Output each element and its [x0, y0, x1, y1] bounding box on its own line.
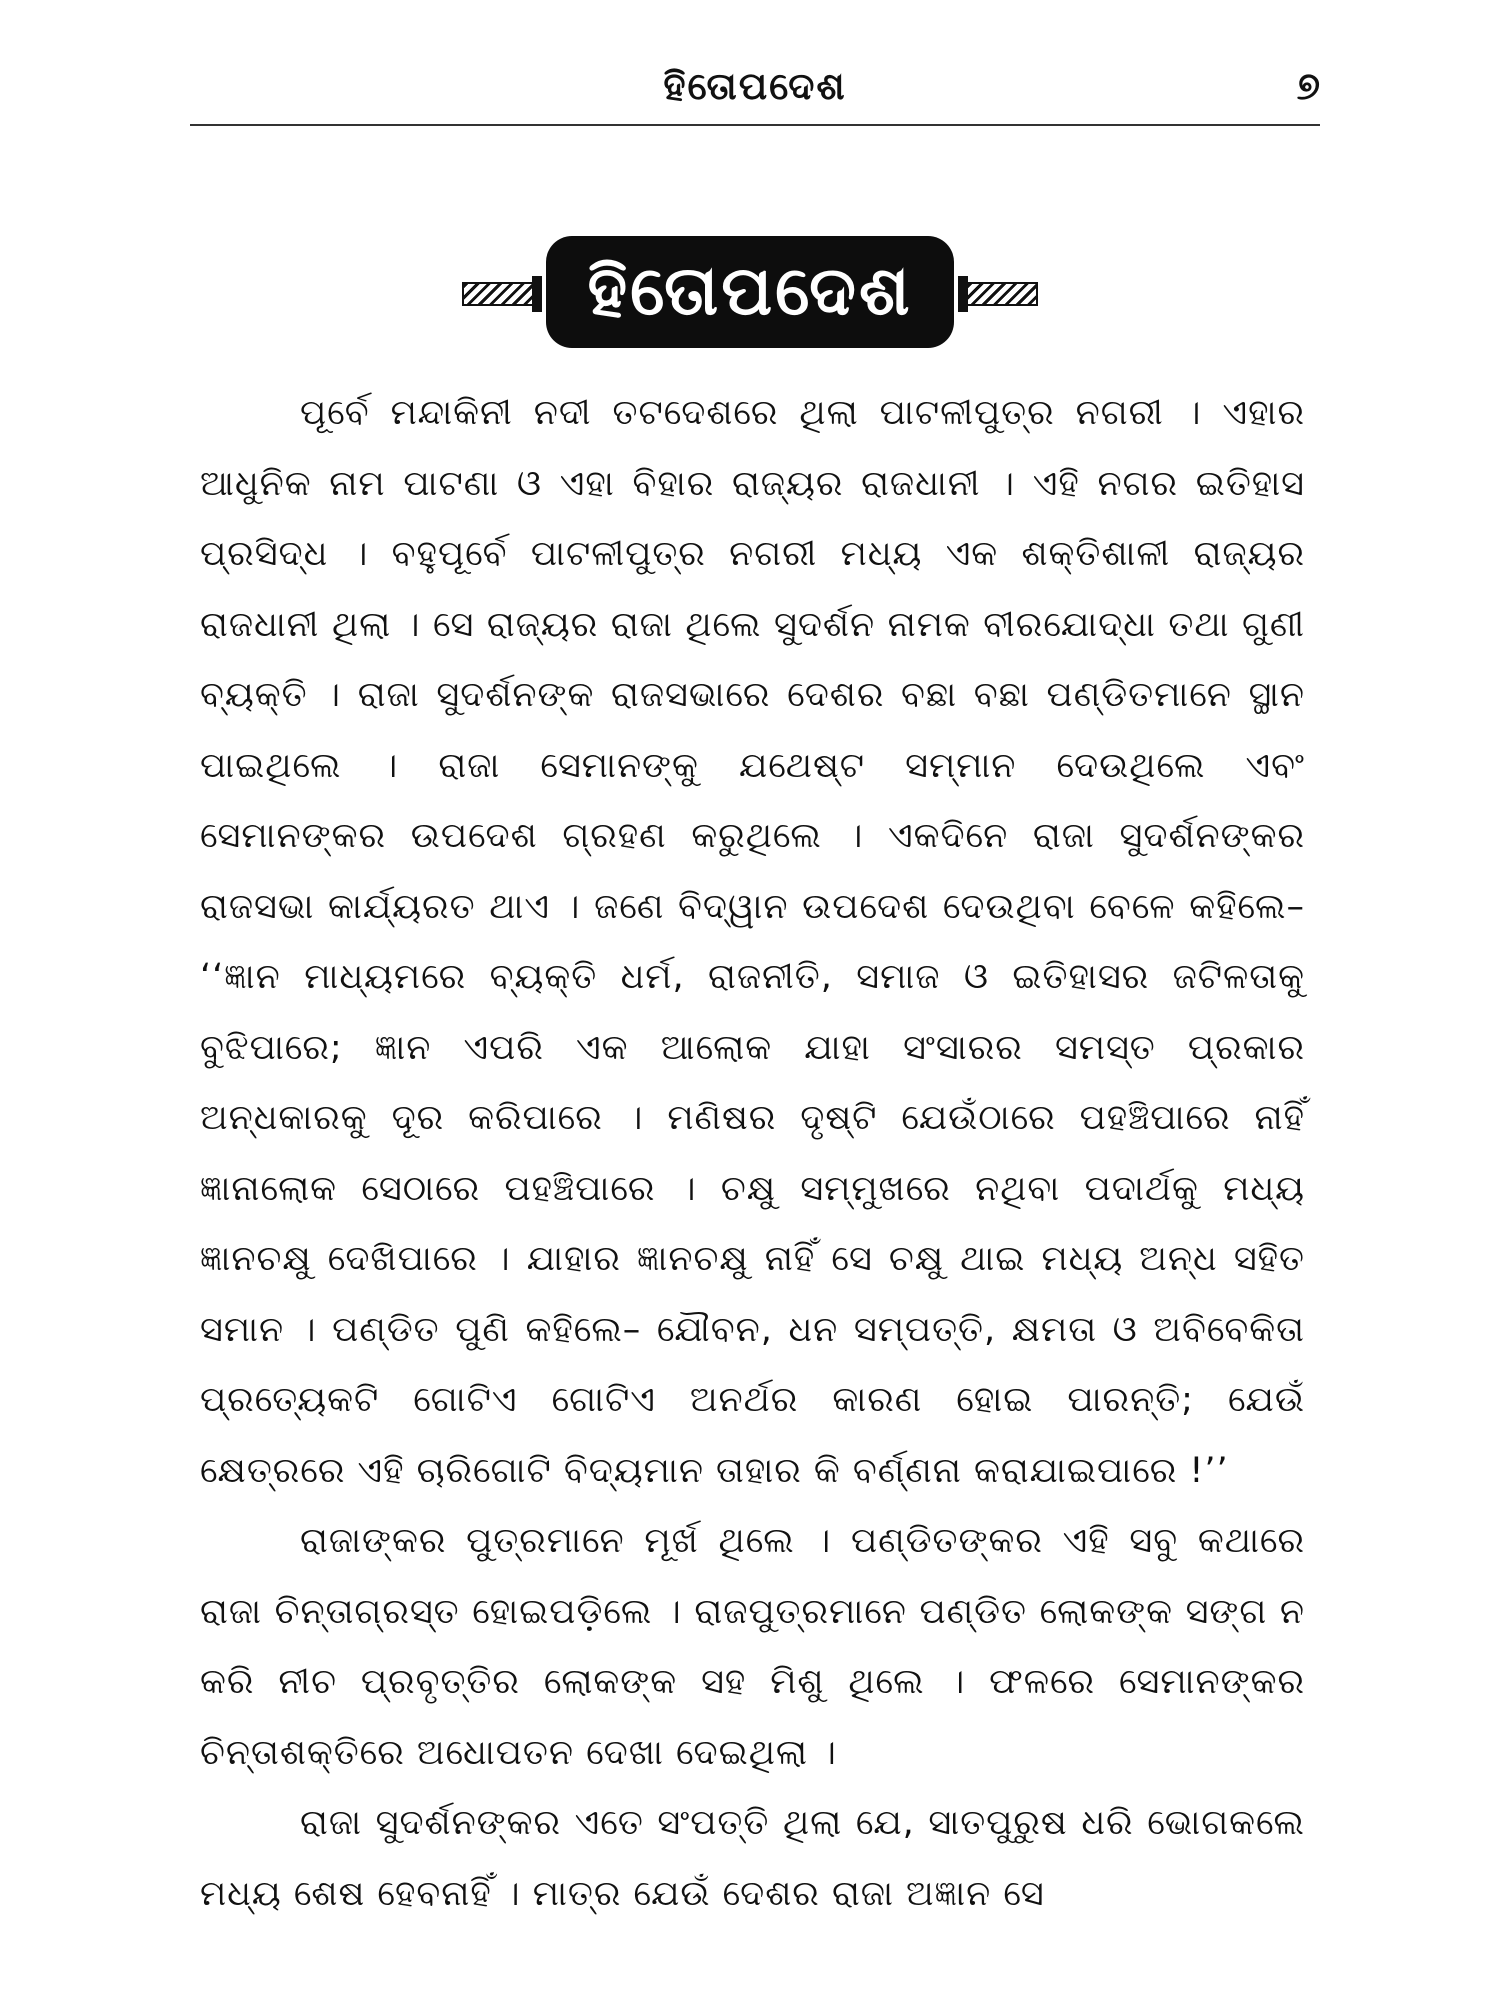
chapter-title-box: [546, 236, 954, 348]
chapter-title: ହିତୋପଦେଶ: [587, 252, 913, 331]
paragraph-2: ରାଜାଙ୍କର ପୁତ୍ରମାନେ ମୂର୍ଖ ଥିଲେ । ପଣ୍ଡିତଙ୍କର ଏହି ସବୁ କଥାରେ ରାଜା ଚିନ୍ତାଗ୍ରସ୍ତ ହୋଇପଡ଼ିଲେ । ରାଜପୁତ୍ରମାନେ ପଣ୍ଡିତ ଲୋକଙ୍କ ସଙ୍ଗ ନ କରି ନୀଚ ପ୍ରବୃତ୍ତିର ଲୋକଙ୍କ ସହ ମିଶୁ ଥିଲେ । ଫଳରେ ସେମାନଙ୍କର ଚିନ୍ତାଶକ୍ତିରେ ଅଧୋପତନ ଦେଖା ଦେଇଥିଲା ।: [200, 1521, 1305, 1773]
paragraph-1: ପୂର୍ବେ ମନ୍ଦାକିନୀ ନଦୀ ତଟଦେଶରେ ଥିଲା ପାଟଳୀପୁତ୍ର ନଗରୀ । ଏହାର ଆଧୁନିକ ନାମ ପାଟଣା ଓ ଏହା ବିହାର ରାଜ୍ୟର ରାଜଧାନୀ । ଏହି ନଗର ଇତିହାସ ପ୍ରସିଦ୍ଧ । ବହୁପୂର୍ବେ ପାଟଳୀପୁତ୍ର ନଗରୀ ମଧ୍ୟ ଏକ ଶକ୍ତିଶାଳୀ ରାଜ୍ୟର ରାଜଧାନୀ ଥିଲା । ସେ ରାଜ୍ୟର ରାଜା ଥିଲେ ସୁଦର୍ଶନ ନାମକ ବୀରଯୋଦ୍ଧା ତଥା ଗୁଣୀ ବ୍ୟକ୍ତି । ରାଜା ସୁଦର୍ଶନଙ୍କ ରାଜସଭାରେ ଦେଶର ବଛା ବଛା ପଣ୍ଡିତମାନେ ସ୍ଥାନ ପାଇଥିଲେ । ରାଜା ସେମାନଙ୍କୁ ଯଥେଷ୍ଟ ସମ୍ମାନ ଦେଉଥିଲେ ଏବଂ ସେମାନଙ୍କର ଉପଦେଶ ଗ୍ରହଣ କରୁଥିଲେ । ଏକଦିନେ ରାଜା ସୁଦର୍ଶନଙ୍କର ରାଜସଭା କାର୍ଯ୍ୟରତ ଥାଏ । ଜଣେ ବିଦ୍ୱାନ ଉପଦେଶ ଦେଉଥିବା ବେଳେ କହିଲେ– ‘‘ଜ୍ଞାନ ମାଧ୍ୟମରେ ବ୍ୟକ୍ତି ଧର୍ମ, ରାଜନୀତି, ସମାଜ ଓ ଇତିହାସର ଜଟିଳତାକୁ ବୁଝିପାରେ; ଜ୍ଞାନ ଏପରି ଏକ ଆଲୋକ ଯାହା ସଂସାରର ସମସ୍ତ ପ୍ରକାର ଅନ୍ଧକାରକୁ ଦୂର କରିପାରେ । ମଣିଷର ଦୃଷ୍ଟି ଯେଉଁଠାରେ ପହଞ୍ଚିପାରେ ନାହିଁ ଜ୍ଞାନାଲୋକ ସେଠାରେ ପହଞ୍ଚିପାରେ । ଚକ୍ଷୁ ସମ୍ମୁଖରେ ନଥିବା ପଦାର୍ଥକୁ ମଧ୍ୟ ଜ୍ଞାନଚକ୍ଷୁ ଦେଖିପାରେ । ଯାହାର ଜ୍ଞାନଚକ୍ଷୁ ନାହିଁ ସେ ଚକ୍ଷୁ ଥାଇ ମଧ୍ୟ ଅନ୍ଧ ସହିତ ସମାନ । ପଣ୍ଡିତ ପୁଣି କହିଲେ– ଯୌବନ, ଧନ ସମ୍ପତ୍ତି, କ୍ଷମତା ଓ ଅବିବେକିତା ପ୍ରତ୍ୟେକଟି ଗୋଟିଏ ଗୋଟିଏ ଅନର୍ଥର କାରଣ ହୋଇ ପାରନ୍ତି; ଯେଉଁ କ୍ଷେତ୍ରରେ ଏହି ଚାରିଗୋଟି ବିଦ୍ୟମାନ ତାହାର କି ବର୍ଣ୍ଣନା କରାଯାଇପାରେ !’’: [200, 393, 1305, 1491]
body-text: [200, 378, 1305, 1929]
paragraph-3: ରାଜା ସୁଦର୍ଶନଙ୍କର ଏତେ ସଂପତ୍ତି ଥିଲା ଯେ, ସାତପୁରୁଷ ଧରି ଭୋଗକଲେ ମଧ୍ୟ ଶେଷ ହେବନାହିଁ । ମାତ୍ର ଯେଉଁ ଦେଶର ରାଜା ଅଜ୍ଞାନ ସେ: [200, 1803, 1305, 1914]
running-title: ହିତୋପଦେଶ: [663, 64, 847, 108]
running-header: [190, 64, 1320, 124]
banner-bar-left: [462, 282, 534, 306]
banner-bar-cap-right: [958, 276, 968, 312]
banner-bar-right: [966, 282, 1038, 306]
banner-bar-cap-left: [532, 276, 542, 312]
chapter-banner: [462, 236, 1038, 348]
header-rule: [190, 124, 1320, 126]
page-number: ୭: [1296, 64, 1320, 108]
